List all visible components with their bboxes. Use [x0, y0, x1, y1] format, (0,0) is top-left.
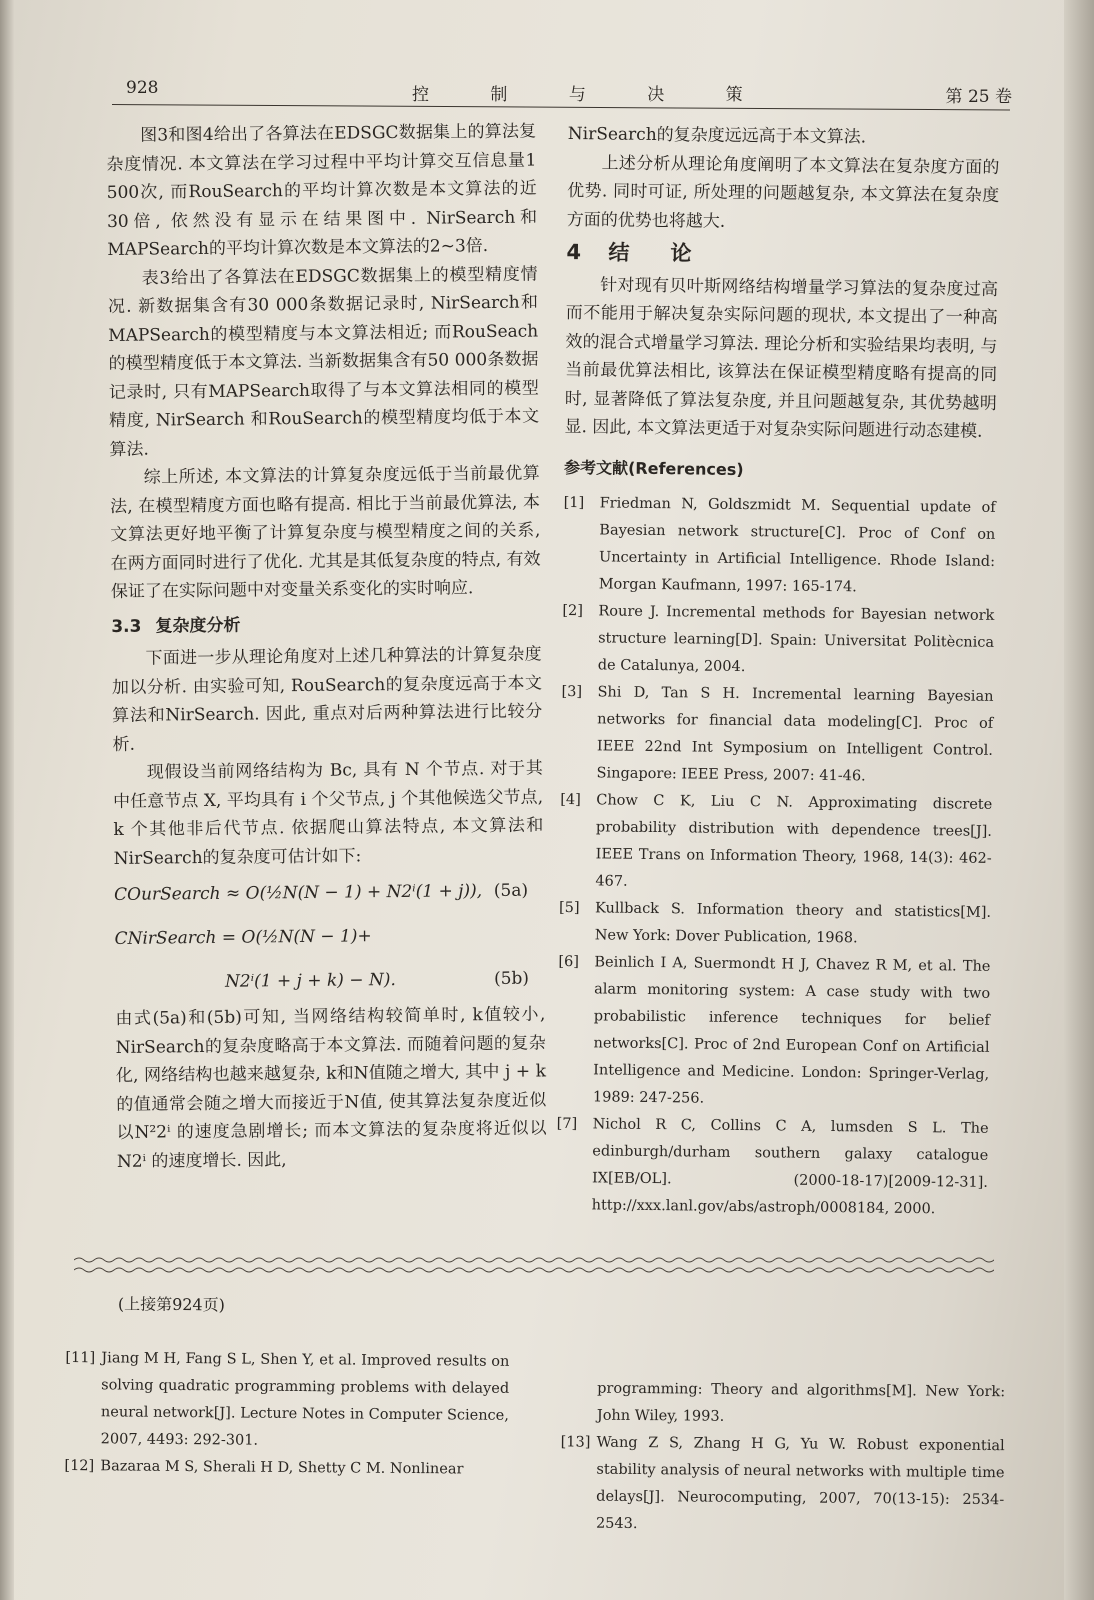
- reference-number: [13]: [560, 1434, 591, 1451]
- reference-number: [6]: [558, 953, 580, 971]
- reference-item: [64, 1453, 508, 1484]
- reference-number: [7]: [556, 1115, 578, 1133]
- reference-item: [560, 1429, 1005, 1541]
- journal-title-char: 制: [490, 85, 514, 105]
- reference-text: Kullback S. Information theory and statistics[M]. New York: Dover Publication, 1968.: [594, 900, 992, 947]
- reference-item: [559, 787, 992, 900]
- section-heading-4: [566, 238, 998, 271]
- reference-item: [65, 1345, 510, 1457]
- section-title: 复杂度分析: [155, 615, 241, 637]
- continuation-left-column: [64, 1345, 510, 1537]
- journal-title-char: 控: [412, 85, 435, 105]
- reference-item: [556, 1111, 989, 1224]
- reference-number: [4]: [560, 791, 581, 809]
- reference-text: Roure J. Incremental methods for Bayesian network structure learning[D]. Spain: Universitat Politècnica de Catalunya, 2004.: [597, 603, 995, 676]
- reference-item: [562, 598, 995, 684]
- paragraph: 针对现有贝叶斯网络结构增量学习算法的复杂度过高而不能用于解决复杂实际问题的现状, 本文提出了一种高效的混合式增量学习算法. 理论分析和实验结果均表明, 与当前最优算法相比, 该算法在保证模型精度略有提高的同时, 显著降低了算法复杂度, 并且问题越复杂, 其优势越明显. 因此, 本文算法更适于对复杂实际问题进行动态建模.: [564, 274, 999, 442]
- reference-item: [561, 1375, 1005, 1433]
- left-column: [106, 117, 547, 1175]
- reference-item: [563, 490, 996, 603]
- continuation-section: [64, 1290, 1006, 1541]
- journal-title-char: 决: [647, 85, 671, 105]
- reference-text: Shi D, Tan S H. Incremental learning Bayesian networks for financial data modeling[C]. Proc of IEEE 22nd Int Symposium on Intelligent Control. Singapore: IEEE Press, 2007: 41-46.: [596, 684, 994, 785]
- volume-label: 第 25 卷: [945, 87, 1012, 107]
- page-gutter-shadow: [0, 0, 14, 1600]
- continuation-right-column: [560, 1375, 1005, 1541]
- reference-text: Nichol R C, Collins C A, lumsden S L. The edinburgh/durham southern galaxy catalogue IX[EB/OL]. (2000-18-17)[2009-12-31]. http://xxx.lanl.gov/abs/astroph/0008184, 2000.: [591, 1116, 989, 1218]
- running-header: [112, 78, 1012, 108]
- reference-number: [12]: [64, 1457, 95, 1475]
- paragraph: 上述分析从理论角度阐明了本文算法在复杂度方面的优势. 同时可证, 所处理的问题越复杂, 本文算法在复杂度方面的优势也将越大.: [566, 152, 1000, 232]
- paragraph: 现假设当前网络结构为 Bc, 具有 N 个节点. 对于其中任意节点 X, 平均具有 i 个父节点, j 个其他候选父节点, k 个其他非后代节点. 依据爬山算法特点, 本文算法和NirSearch的复杂度可估计如下:: [113, 758, 544, 869]
- reference-text: Beinlich I A, Suermondt H J, Chavez R M, et al. The alarm monitoring system: A case study with two probabilistic inference techniques for belief networks[C]. Proc of 2nd European Conf on Artificial Intelligence and Medicine. London: Springer-Verlag, 1989: 247-256.: [592, 954, 991, 1107]
- equation-label: (5a): [493, 880, 529, 901]
- journal-title: [412, 80, 793, 105]
- right-column: [556, 120, 1000, 1224]
- equation-label: (5b): [493, 968, 530, 989]
- reference-number: [11]: [65, 1349, 96, 1367]
- reference-item: [560, 679, 993, 792]
- equation-5b-line2: [115, 956, 545, 1005]
- reference-number: [1]: [563, 494, 585, 512]
- section-number: 3.3: [111, 616, 142, 637]
- equation-5b-line1: [114, 912, 544, 961]
- equation-body: COurSearch ≈ O(½N(N − 1) + N2ⁱ(1 + j)),: [113, 881, 483, 905]
- equation-body: N2ⁱ(1 + j + k) − N).: [224, 970, 396, 992]
- reference-number: [2]: [562, 602, 584, 620]
- journal-title-char: 与: [568, 85, 592, 105]
- section-number: 4: [566, 239, 592, 265]
- paragraph: 综上所述, 本文算法的计算复杂度远低于当前最优算法, 在模型精度方面也略有提高. 相比于当前最优算法, 本文算法更好地平衡了计算复杂度与模型精度之间的关系, 在两方面同时进行了优化. 尤其是其低复杂度的特点, 有效保证了在实际问题中对变量关系变化的实时响应.: [109, 463, 541, 602]
- wavy-divider-top: [74, 1256, 994, 1264]
- reference-number: [3]: [561, 683, 583, 701]
- equation-body: CNirSearch = O(½N(N − 1)+: [114, 926, 372, 949]
- section-heading-3-3: [111, 608, 541, 641]
- wavy-divider-bottom: [74, 1266, 994, 1274]
- continuation-heading: (上接第924页): [117, 1294, 225, 1315]
- page-number: 928: [126, 78, 159, 98]
- section-title: 结 论: [608, 240, 702, 266]
- paragraph: 表3给出了各算法在EDSGC数据集上的模型精度情况. 新数据集含有30 000条数据记录时, NirSearch和MAPSearch的模型精度与本文算法相近; 而RouSeach的模型精度低于本文算法. 当新数据集含有50 000条数据记录时, 只有MAPSearch取得了与本文算法相同的模型精度, NirSearch 和RouSearch的模型精度均低于本文算法.: [107, 263, 540, 460]
- paragraph: NirSearch的复杂度远远高于本文算法.: [567, 123, 867, 148]
- references-heading: 参考文献(References): [563, 457, 744, 479]
- reference-text: programming: Theory and algorithms[M]. New York: John Wiley, 1993.: [596, 1380, 1006, 1425]
- reference-item: [557, 949, 991, 1116]
- reference-number: [561, 1375, 597, 1429]
- journal-title-char: 策: [725, 85, 749, 105]
- continuation-columns: [64, 1345, 1006, 1541]
- paragraph: 由式(5a)和(5b)可知, 当网络结构较简单时, k值较小, NirSearch的复杂度略高于本文算法. 而随着问题的复杂化, 网络结构也越来越复杂, k和N值随之增大, 其中 j + k 的值通常会随之增大而接近于N值, 使其算法复杂度近似以N²2ⁱ 的速度急剧增长; 而本文算法的复杂度将近似以N2ⁱ 的速度增长. 因此,: [115, 1004, 547, 1172]
- paragraph: 图3和图4给出了各算法在EDSGC数据集上的算法复杂度情况. 本文算法在学习过程中平均计算交互信息量1 500次, 而RouSearch的平均计算次数是本文算法的近30倍, 依然没有显示在结果图中. NirSearch和MAPSearch的平均计算次数是本文算法的2~3倍.: [106, 121, 538, 260]
- reference-text: Chow C K, Liu C N. Approximating discrete probability distribution with dependence trees[J]. IEEE Trans on Information Theory, 1968, 14(3): 462-467.: [595, 792, 993, 890]
- reference-item: [559, 895, 992, 954]
- reference-number: [5]: [558, 899, 580, 917]
- equation-5a: [114, 868, 544, 917]
- reference-text: Friedman N, Goldszmidt M. Sequential update of Bayesian network structure[C]. Proc of Conf on Uncertainty in Artificial Intelligence. Rhode Island: Morgan Kaufmann, 1997: 165-174.: [598, 495, 996, 596]
- reference-text: Wang Z S, Zhang H G, Yu W. Robust exponential stability analysis of neural networks with multiple time delays[J]. Neurocomputing, 2007, 70(13-15): 2534-2543.: [595, 1434, 1005, 1532]
- reference-text: Bazaraa M S, Sherali H D, Shetty C M. Nonlinear: [100, 1458, 464, 1478]
- reference-text: Jiang M H, Fang S L, Shen Y, et al. Improved results on solving quadratic programming problems with delayed neural network[J]. Lecture Notes in Computer Science, 2007, 4493: 292-301.: [100, 1350, 510, 1449]
- paragraph: 下面进一步从理论角度对上述几种算法的计算复杂度加以分析. 由实验可知, RouSearch的复杂度远高于本文算法和NirSearch. 因此, 重点对后两种算法进行比较分析.: [111, 644, 543, 755]
- page-edge-shadow: [1064, 0, 1094, 1600]
